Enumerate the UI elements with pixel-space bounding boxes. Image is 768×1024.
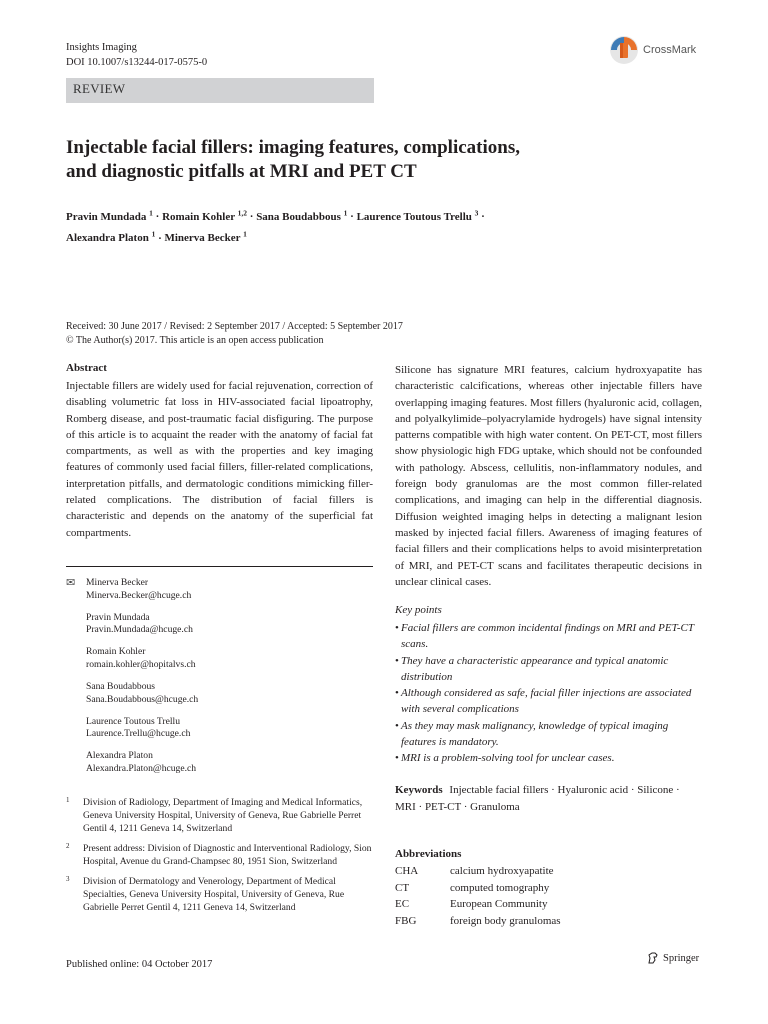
- journal-header: [66, 40, 207, 70]
- table-row: CHA calcium hydroxyapatite: [395, 865, 554, 877]
- publisher-logo[interactable]: [646, 951, 699, 965]
- abbreviations-table: [395, 863, 702, 929]
- contact-email[interactable]: Pravin.Mundada@hcuge.ch: [86, 624, 193, 636]
- abstract-continued: Silicone has signature MRI features, calcium hydroxyapatite has characteristic calcifications, whereas other injectable fillers have overlapping imaging features. Most fillers (hyaluronic acid, collagen, and polyalkylimide–polyacrylamide hydrogels) have signal intensity patterns compatible with high water content. On PET-CT, most fillers show physiologic high FDG uptake, which should not be confounded with pathology. Abscess, cellulitis, non-inflammatory nodules, and foreign body granulomas are the most common filler-related complications, and imaging can help in the differential diagnosis. Diffusion weighted imaging helps in detecting a malignant lesion masked by injected facial fillers. Awareness of imaging features of facial fillers and their complications helps to avoid misinterpretation of MRI, and PET-CT scans and facilitates therapeutic decisions in unclear clinical cases.: [395, 364, 702, 588]
- author-list: Pravin Mundada $^1$ · Romain Kohler $^{1,2}$ · Sana Boudabbous $^1$ · Laurence Toutous Trellu $^3$ · Alexandra Platon $^1$ · Minerva Becker $^1$: [66, 208, 485, 245]
- affiliations: [66, 796, 373, 921]
- correspondence-list: [66, 577, 373, 785]
- contact-entry: [66, 681, 373, 706]
- contact-entry: [66, 612, 373, 637]
- table-row: CT computed tomography: [395, 881, 550, 894]
- contact-name: Romain Kohler: [86, 646, 146, 658]
- article-history: [66, 320, 706, 348]
- key-point: • MRI is a problem-solving tool for unclear cases.: [395, 752, 615, 765]
- abbreviations-heading: Abbreviations: [395, 848, 462, 860]
- springer-horse-icon: [646, 951, 660, 965]
- author[interactable]: Laurence Toutous Trellu $^3$: [356, 208, 479, 223]
- abstract-text: Injectable fillers are widely used for facial rejuvenation, correction of disabling volumetric fat loss in HIV-associated facial lipoatrophy, Romberg disease, and post-traumatic facial disfiguring. The purpose of this article is to acquaint the reader with the anatomy of facial fat compartments, as well as with the properties and key imaging features of commonly used facial fillers, filler-related complications, interpretation pitfalls, and dermatologic conditions mimicking filler-related complications. The distribution of facial fillers is characteristic and depends on the anatomy of the superficial fat compartments.: [66, 380, 373, 539]
- crossmark-label: CrossMark: [643, 44, 697, 56]
- contact-name: Laurence Toutous Trellu: [86, 715, 181, 727]
- section-label: REVIEW: [73, 81, 126, 96]
- contact-email[interactable]: Laurence.Trellu@hcuge.ch: [86, 728, 191, 740]
- contact-entry: [66, 577, 373, 602]
- contact-email[interactable]: Alexandra.Platon@hcuge.ch: [86, 763, 197, 775]
- table-row: FBG foreign body granulomas: [395, 914, 561, 927]
- published-date: Published online: 04 October 2017: [66, 959, 213, 970]
- affiliation-entry: [66, 842, 373, 868]
- key-points-list: [395, 620, 702, 767]
- keywords: [395, 782, 702, 816]
- key-point: • Although considered as safe, facial filler injections are associated with several complications: [395, 687, 692, 716]
- received-dates: Received: 30 June 2017 / Revised: 2 September 2017 / Accepted: 5 September 2017: [66, 321, 403, 332]
- contact-entry: [66, 716, 373, 741]
- author[interactable]: Alexandra Platon $^1$: [66, 229, 156, 245]
- publisher-name: Springer: [663, 952, 700, 964]
- affiliation-number: 2: [66, 842, 70, 850]
- key-point: • They have a characteristic appearance and typical anatomic distribution: [395, 654, 669, 683]
- contact-name: Sana Boudabbous: [86, 681, 156, 693]
- divider: [66, 566, 373, 567]
- author[interactable]: Pravin Mundada $^1$: [66, 208, 153, 223]
- contact-email[interactable]: romain.kohler@hopitalvs.ch: [86, 658, 196, 670]
- section-bar: [66, 78, 374, 103]
- contact-name: Alexandra Platon: [86, 750, 153, 762]
- doi[interactable]: DOI 10.1007/s13244-017-0575-0: [66, 57, 208, 68]
- key-points-heading: Key points: [395, 604, 442, 616]
- crossmark-icon: [609, 35, 639, 65]
- affiliation-entry: [66, 796, 373, 835]
- contact-name: Minerva Becker: [86, 577, 149, 588]
- copyright-line: © The Author(s) 2017. This article is an open access publication: [66, 335, 324, 346]
- table-row: EC European Community: [395, 898, 548, 910]
- article-title: [66, 136, 706, 184]
- contact-email[interactable]: Minerva.Becker@hcuge.ch: [86, 589, 192, 601]
- affiliation-text: Division of Radiology, Department of Imaging and Medical Informatics, Geneva University Hospital, University of Geneva, Rue Gabrielle Perret Gentil 4, 1211 Geneva 14, Switzerland: [83, 797, 363, 834]
- contact-name: Pravin Mundada: [86, 611, 150, 623]
- author[interactable]: Romain Kohler $^{1,2}$: [162, 208, 248, 223]
- author[interactable]: Minerva Becker $^1$: [164, 229, 247, 245]
- title-line-1: Injectable facial fillers: imaging features, complications,: [66, 137, 520, 158]
- affiliation-number: 1: [66, 796, 70, 804]
- keywords-text: Injectable facial fillers · Hyaluronic acid · Silicone · MRI · PET-CT · Granuloma: [395, 784, 680, 813]
- title-line-2: and diagnostic pitfalls at MRI and PET CT: [66, 161, 417, 182]
- keywords-heading: Keywords: [395, 784, 443, 796]
- author[interactable]: Sana Boudabbous $^1$: [256, 208, 348, 223]
- affiliation-entry: [66, 875, 373, 914]
- envelope-icon: ✉: [66, 577, 76, 589]
- abstract-heading: Abstract: [66, 362, 107, 374]
- journal-name: Insights Imaging: [66, 42, 137, 53]
- affiliation-number: 3: [66, 875, 70, 883]
- contact-email[interactable]: Sana.Boudabbous@hcuge.ch: [86, 693, 199, 705]
- contact-entry: [66, 646, 373, 671]
- contact-entry: [66, 750, 373, 775]
- affiliation-text: Division of Dermatology and Venerology, Department of Medical Specialties, Geneva University Hospital, University of Geneva, Rue Gabrielle Perret Gentil 4, 1211 Geneva 14, Switzerland: [83, 876, 345, 913]
- crossmark-badge[interactable]: [609, 33, 719, 67]
- affiliation-text: Present address: Division of Diagnostic and Interventional Radiology, Sion Hospital, Avenue du Grand-Champsec 80, 1951 Sion, Switzerland: [83, 843, 372, 867]
- key-point: • Facial fillers are common incidental findings on MRI and PET-CT scans.: [395, 622, 694, 651]
- key-point: • As they may mask malignancy, knowledge of typical imaging features is mandatory.: [395, 719, 669, 749]
